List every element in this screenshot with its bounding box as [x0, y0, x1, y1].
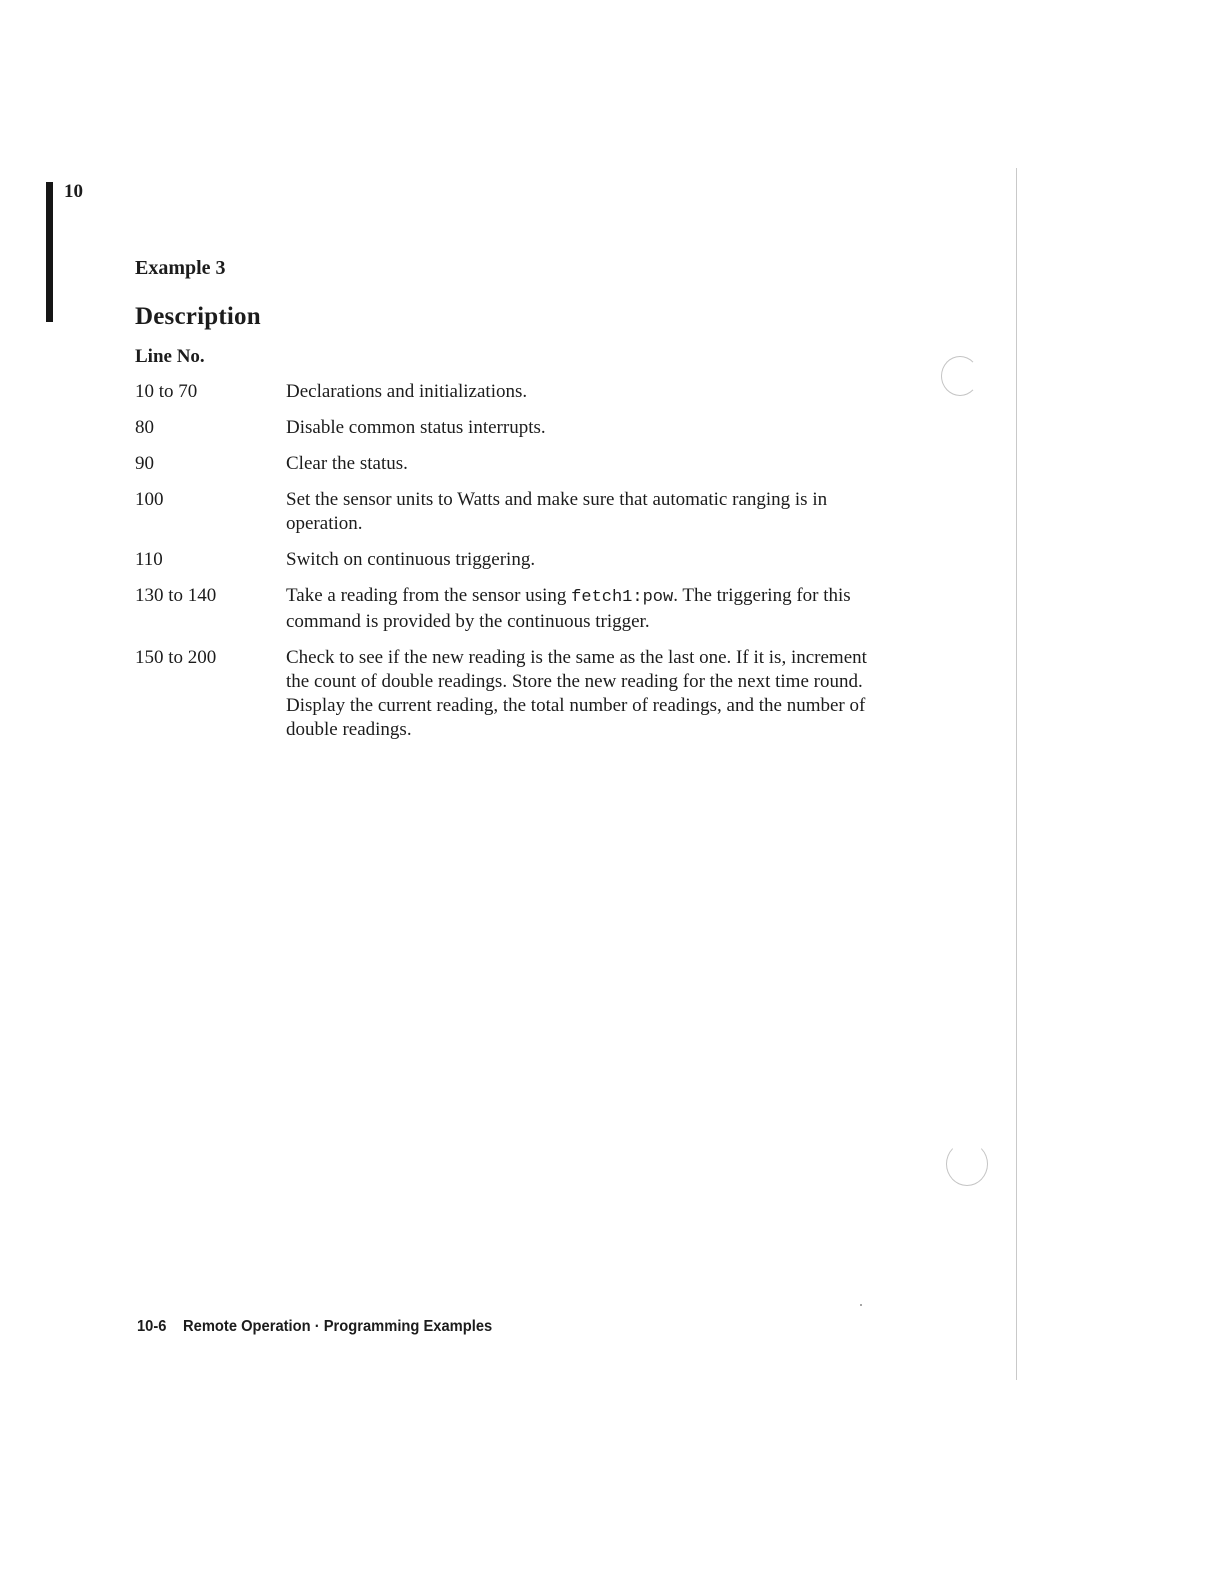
line-number: 90 — [135, 453, 154, 474]
table-row — [135, 584, 875, 634]
chapter-marker-bar — [46, 182, 53, 322]
chapter-number: 10 — [64, 181, 83, 202]
description-table — [135, 380, 875, 754]
page-footer — [137, 1318, 492, 1336]
line-description: Check to see if the new reading is the same as the last one. If it is, increment the count of double readings. Store the new reading for the next time round. Display the current reading, the total number of readings, and the number of double readings. — [286, 647, 867, 740]
line-number: 80 — [135, 417, 154, 438]
description-text: Take a reading from the sensor using — [286, 585, 572, 606]
binder-hole-bottom — [946, 1142, 988, 1186]
line-description: Set the sensor units to Watts and make sure that automatic ranging is in operation. — [286, 489, 828, 534]
example-heading: Example 3 — [135, 257, 226, 279]
scan-speck — [860, 1304, 862, 1306]
line-description: Declarations and initializations. — [286, 381, 528, 402]
section-heading: Description — [135, 303, 261, 330]
code-command: fetch1:pow — [571, 588, 674, 607]
table-row — [135, 488, 875, 536]
table-row — [135, 380, 875, 404]
line-number: 150 to 200 — [135, 647, 217, 668]
table-row — [135, 416, 875, 440]
line-number: 100 — [135, 489, 164, 510]
line-description: Switch on continuous triggering. — [286, 549, 536, 570]
line-number: 130 to 140 — [135, 585, 217, 606]
footer-page-number: 10-6 — [137, 1318, 167, 1335]
line-description: Disable common status interrupts. — [286, 417, 546, 438]
line-number-column-heading: Line No. — [135, 346, 205, 367]
line-number: 110 — [135, 549, 163, 570]
table-row — [135, 646, 875, 742]
table-row — [135, 452, 875, 476]
line-description — [286, 584, 871, 634]
binder-hole-top — [941, 356, 979, 396]
line-number: 10 to 70 — [135, 381, 198, 402]
binder-page-edge — [1016, 168, 1017, 1380]
table-row — [135, 548, 875, 572]
footer-title: Remote Operation · Programming Examples — [183, 1318, 493, 1335]
line-description: Clear the status. — [286, 453, 408, 474]
description-text: . The triggering for this command is provided by the continuous trigger. — [286, 585, 851, 632]
